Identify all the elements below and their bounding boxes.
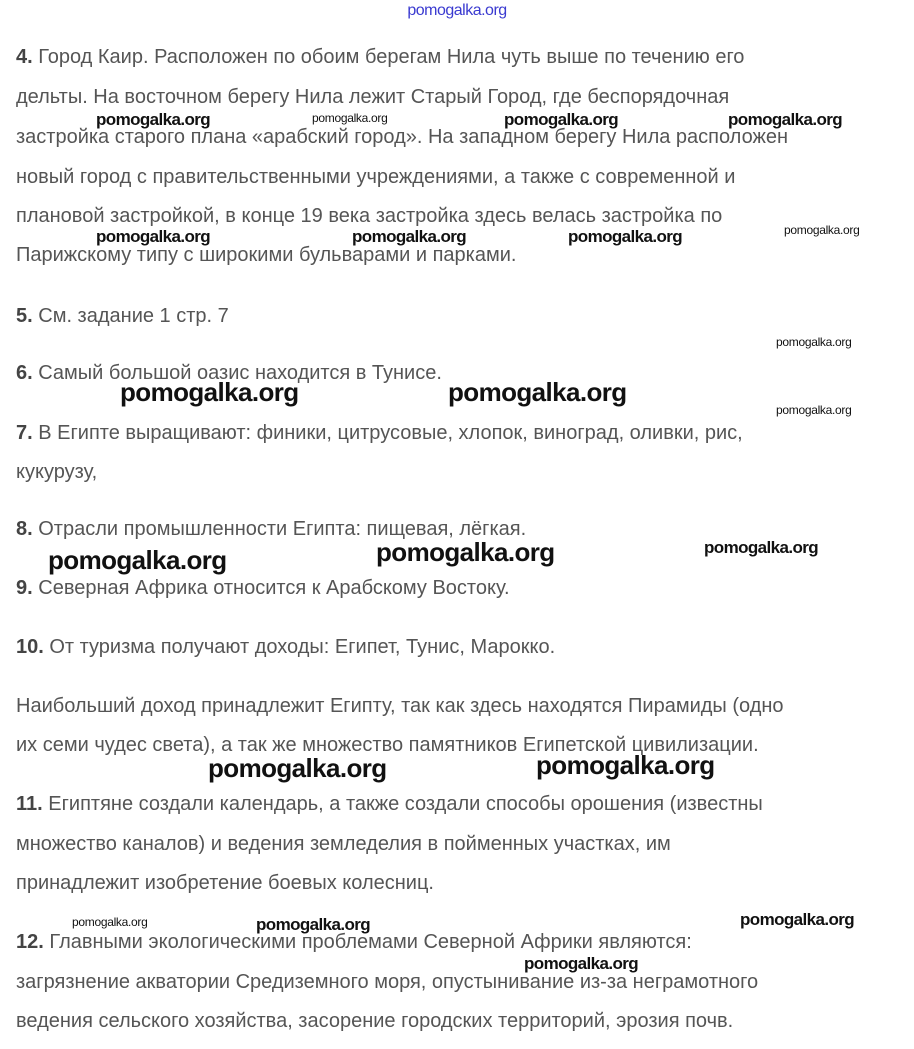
- watermark: pomogalka.org: [740, 910, 855, 929]
- watermark: pomogalka.org: [208, 753, 387, 783]
- line-text: От туризма получают доходы: Египет, Тунис, Марокко.: [49, 636, 556, 658]
- answer-9-line: [16, 576, 510, 600]
- watermark: pomogalka.org: [568, 227, 683, 246]
- watermark: pomogalka.org: [536, 750, 715, 780]
- line-text: Отрасли промышленности Египта: пищевая, лёгкая.: [38, 518, 527, 540]
- answer-number: 10.: [16, 636, 44, 658]
- watermark: pomogalka.org: [504, 110, 619, 129]
- answer-4-line: дельты. На восточном берегу Нила лежит Старый Город, где беспорядочная: [16, 86, 730, 108]
- answer-4-line: [16, 45, 744, 69]
- answer-4-line: новый город с правительственными учреждениями, а также с современной и: [16, 166, 736, 188]
- line-text: Северная Африка относится к Арабскому Востоку.: [38, 577, 510, 599]
- watermark: pomogalka.org: [256, 915, 371, 934]
- line-text: Главными экологическими проблемами Северной Африки являются:: [49, 931, 692, 953]
- answer-4-line: Парижскому типу с широкими бульварами и парками.: [16, 244, 517, 266]
- watermark: pomogalka.org: [312, 111, 388, 125]
- answer-number: 11.: [16, 793, 43, 815]
- watermark: pomogalka.org: [72, 915, 148, 929]
- answer-10-line: [16, 635, 555, 659]
- line-text: Самый большой оазис находится в Тунисе.: [38, 362, 442, 384]
- watermark: pomogalka.org: [448, 377, 627, 407]
- watermark: pomogalka.org: [728, 110, 843, 129]
- answer-11-line: принадлежит изобретение боевых колесниц.: [16, 872, 434, 894]
- answer-number: 9.: [16, 577, 33, 599]
- answer-12-line: загрязнение акватории Средиземного моря, опустынивание из-за неграмотного: [16, 971, 759, 993]
- watermark: pomogalka.org: [704, 538, 819, 557]
- answer-12-line: ведения сельского хозяйства, засорение городских территорий, эрозия почв.: [16, 1010, 734, 1032]
- answer-number: 12.: [16, 931, 44, 953]
- answer-10-note-line: их семи чудес света), а так же множество памятников Египетской цивилизации.: [16, 734, 759, 756]
- line-text: См. задание 1 стр. 7: [38, 305, 229, 327]
- answer-7-line: кукурузу,: [16, 461, 98, 483]
- watermark: pomogalka.org: [96, 110, 211, 129]
- answer-4-line: застройка старого плана «арабский город». На западном берегу Нила расположен: [16, 126, 789, 148]
- answer-number: 6.: [16, 362, 33, 384]
- answer-number: 4.: [16, 46, 33, 68]
- line-text: В Египте выращивают: финики, цитрусовые, хлопок, виноград, оливки, рис,: [38, 422, 743, 444]
- watermark: pomogalka.org: [48, 545, 227, 575]
- answer-5-line: [16, 304, 229, 328]
- answer-number: 7.: [16, 422, 33, 444]
- line-text: Египтяне создали календарь, а также создали способы орошения (известны: [48, 793, 763, 815]
- answer-number: 5.: [16, 305, 33, 327]
- watermark: pomogalka.org: [776, 403, 852, 417]
- answer-11-line: [16, 792, 763, 816]
- answer-4-line: плановой застройкой, в конце 19 века застройка здесь велась застройка по: [16, 205, 723, 227]
- answer-11-line: множество каналов) и ведения земледелия в пойменных участках, им: [16, 833, 671, 855]
- watermark: pomogalka.org: [120, 377, 299, 407]
- line-text: Город Каир. Расположен по обоим берегам Нила чуть выше по течению его: [38, 46, 745, 68]
- site-link[interactable]: pomogalka.org: [407, 2, 507, 19]
- watermark: pomogalka.org: [96, 227, 211, 246]
- watermark: pomogalka.org: [776, 335, 852, 349]
- watermark: pomogalka.org: [784, 223, 860, 237]
- answer-number: 8.: [16, 518, 33, 540]
- answer-10-note-line: Наибольший доход принадлежит Египту, так как здесь находятся Пирамиды (одно: [16, 695, 784, 717]
- watermark: pomogalka.org: [352, 227, 467, 246]
- watermark: pomogalka.org: [524, 954, 639, 973]
- answer-7-line: [16, 421, 743, 445]
- watermark: pomogalka.org: [376, 537, 555, 567]
